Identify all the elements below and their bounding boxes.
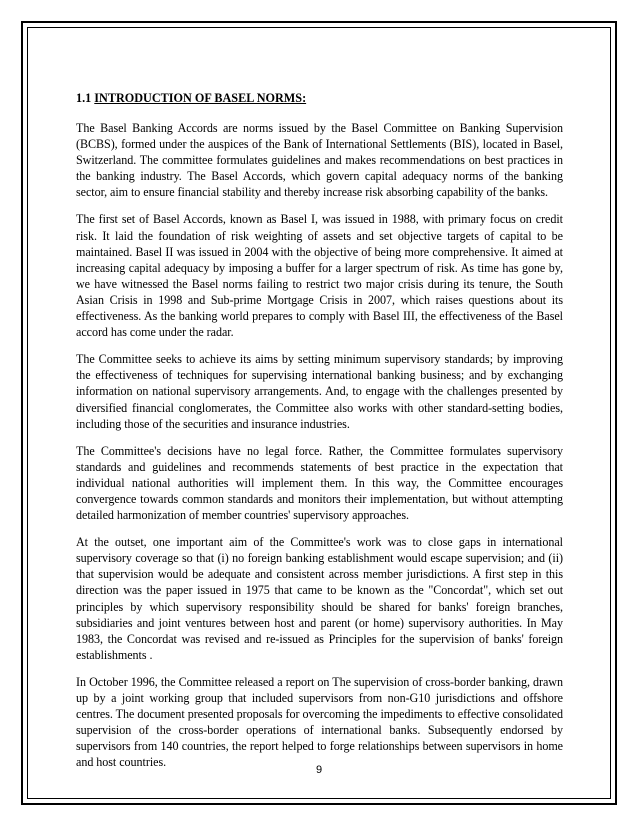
section-title: INTRODUCTION OF BASEL NORMS: [94, 91, 307, 105]
page-number: 9 [315, 764, 323, 776]
paragraph-4: The Committee's decisions have no legal force. Rather, the Committee formulates supervisory standards and guidelines and recommends statements of best practice in the expectation that individual national authorities will implement them. In this way, the Committee encourages convergence towards common standards and monitors their implementation, but without attempting detailed harmonization of member countries' supervisory approaches. [76, 443, 563, 523]
section-number: 1.1 [76, 91, 92, 105]
paragraph-3: The Committee seeks to achieve its aims by setting minimum supervisory standards; by improving the effectiveness of techniques for supervising international banking business; and by exchanging information on national supervisory arrangements. And, to engage with the challenges presented by diversified financial conglomerates, the Committee also works with other standard-setting bodies, including those of the securities and insurance industries. [76, 352, 563, 431]
paragraph-1: The Basel Banking Accords are norms issued by the Basel Committee on Banking Supervision (BCBS), formed under the auspices of the Bank of International Settlements (BIS), located in Basel, Switzerland. The committee formulates guidelines and makes recommendations on best practices in the banking industry. The Basel Accords, which govern capital adequacy norms of the banking sector, aim to ensure financial stability and thereby increase risk absorbing capability of the banks. [76, 121, 563, 200]
document-body [76, 90, 563, 781]
paragraph-5: At the outset, one important aim of the Committee's work was to close gaps in international supervisory coverage so that (i) no foreign banking establishment would escape supervision; and (ii) that supervision would be adequate and consistent across member jurisdictions. A first step in this direction was the paper issued in 1975 that came to be known as the "Concordat", which set out principles by which supervisory responsibility should be shared for banks' foreign branches, subsidiaries and joint ventures between host and parent (or home) supervisory authorities. In May 1983, the Concordat was revised and re-issued as Principles for the supervision of banks' foreign establishments . [76, 535, 563, 662]
paragraph-2: The first set of Basel Accords, known as Basel I, was issued in 1988, with primary focus on credit risk. It laid the foundation of risk weighting of assets and set objective targets of capital to be maintained. Basel II was issued in 2004 with the objective of being more comprehensive. It aimed at increasing capital adequacy by imposing a buffer for a larger spectrum of risk. As time has gone by, we have witnessed the Basel norms failing to restrict two major crisis during its tenure, the South Asian Crisis in 1998 and Sub-prime Mortgage Crisis in 2007, which raises questions about its effectiveness. As the banking world prepares to comply with Basel III, the effectiveness of the Basel accord has come under the radar. [76, 212, 563, 340]
section-heading [76, 90, 563, 106]
paragraph-6: In October 1996, the Committee released a report on The supervision of cross-border banking, drawn up by a joint working group that included supervisors from non-G10 jurisdictions and offshore centres. The document presented proposals for overcoming the impediments to effective consolidated supervision of the cross-border operations of international banks. Subsequently endorsed by supervisors from 140 countries, the report helped to forge relationships between supervisors in home and host countries. [76, 674, 563, 770]
